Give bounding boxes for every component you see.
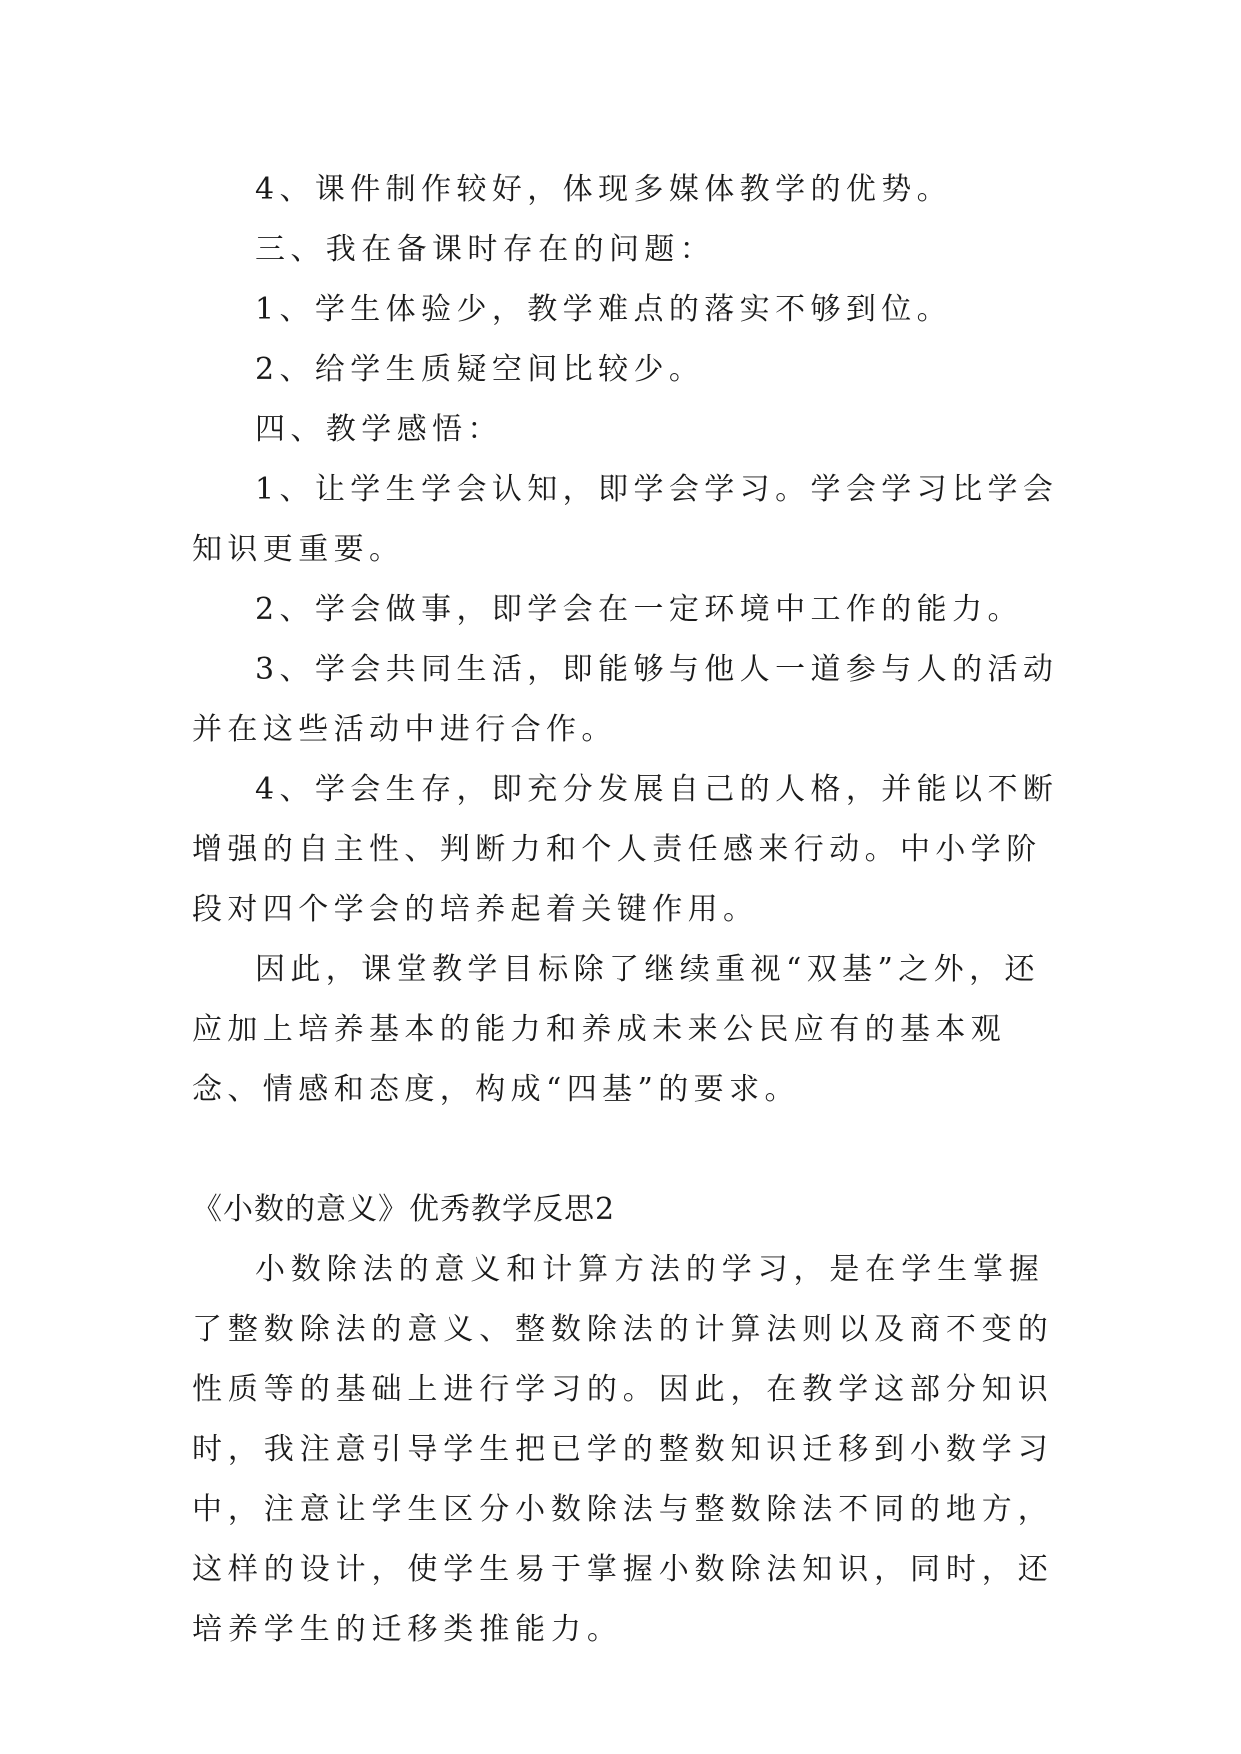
paragraph: 4、学会生存，即充分发展自己的人格，并能以不断增强的自主性、判断力和个人责任感来行动。中小学阶段对四个学会的培养起着关键作用。 — [192, 772, 1059, 927]
paragraph: 4、课件制作较好，体现多媒体教学的优势。 — [255, 172, 953, 207]
paragraph: 2、给学生质疑空间比较少。 — [255, 352, 705, 387]
paragraph: 2、学会做事，即学会在一定环境中工作的能力。 — [255, 592, 1023, 627]
paragraph: 3、学会共同生活，即能够与他人一道参与人的活动并在这些活动中进行合作。 — [192, 652, 1059, 747]
heading-problems: 三、我在备课时存在的问题： — [255, 232, 716, 267]
document-page — [192, 160, 1072, 1660]
paragraph: 1、让学生学会认知，即学会学习。学会学习比学会知识更重要。 — [192, 472, 1059, 567]
section-title: 《小数的意义》优秀教学反思2 — [192, 1192, 616, 1227]
paragraph: 1、学生体验少，教学难点的落实不够到位。 — [255, 292, 953, 327]
paragraph: 因此，课堂教学目标除了继续重视“双基”之外，还应加上培养基本的能力和养成未来公民应有的基本观念、情感和态度，构成“四基”的要求。 — [192, 952, 1040, 1107]
paragraph: 小数除法的意义和计算方法的学习，是在学生掌握了整数除法的意义、整数除法的计算法则以及商不变的性质等的基础上进行学习的。因此，在教学这部分知识时，我注意引导学生把已学的整数知识迁移到小数学习中，注意让学生区分小数除法与整数除法不同的地方，这样的设计，使学生易于掌握小数除法知识，同时，还培养学生的迁移类推能力。 — [192, 1252, 1054, 1647]
heading-reflections: 四、教学感悟： — [255, 412, 503, 447]
